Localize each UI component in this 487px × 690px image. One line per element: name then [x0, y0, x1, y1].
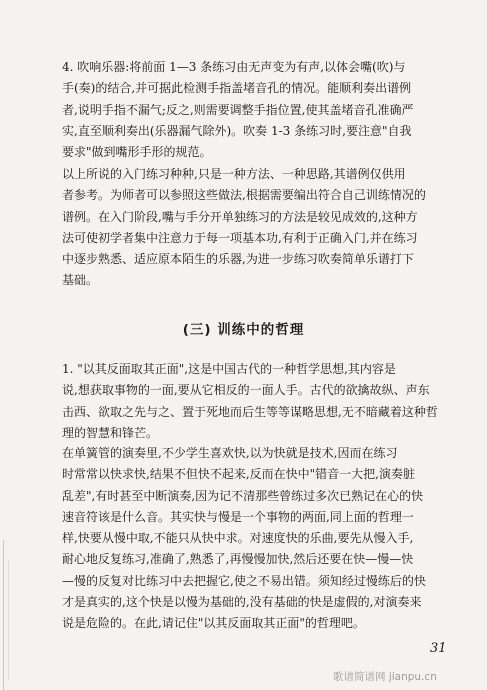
text-line: 1. "以其反面取其正面",这是中国古代的一种哲学思想,其内容是	[62, 362, 396, 376]
text-line: 中逐步熟悉、适应原本陌生的乐器,为进一步练习吹奏简单乐谱打下	[62, 252, 414, 267]
paragraph-entry-practice-summary	[62, 164, 452, 292]
text-line: 者,说明手指不漏气;反之,则需要调整手指位置,使其盖堵音孔准确严	[62, 102, 414, 117]
paragraph-fast-slow-practice	[62, 443, 452, 635]
site-watermark: 歌谱简谱网 jianpu.cn	[333, 671, 437, 683]
section-heading: (三) 训练中的哲理	[182, 322, 305, 338]
binding-edge-line-secondary	[8, 560, 9, 680]
text-line: 要求"做到嘴形手形的规范。	[62, 145, 212, 160]
text-line: 时常常以快求快,结果不但快不起来,反而在快中"错音一大把,演奏脏	[62, 467, 415, 482]
text-line: 4. 吹响乐器:将前面 1—3 条练习由无声变为有声,以体会嘴(吹)与	[62, 60, 406, 74]
text-line: 实,直至顺利奏出(乐器漏气除外)。吹奏 1-3 条练习时,要注意"自我	[62, 123, 412, 138]
text-line: 说,想获取事物的一面,要从它相反的一面人手。古代的欲擒故纵、声东	[62, 383, 430, 398]
text-line: 基础。	[62, 273, 99, 288]
text-line: 才是真实的,这个快是以慢为基础的,没有基础的快是虚假的,对演奏来	[62, 595, 422, 610]
text-line: 法可使初学者集中注意力于每一项基本功,有利于正确入门,并在练习	[62, 230, 418, 245]
text-line: 在单簧管的演奏里,不少学生喜欢快,以为快就是技术,因而在练习	[62, 446, 398, 460]
text-line: 谱例。在入门阶段,嘴与手分开单独练习的方法是较见成效的,这种方	[62, 209, 418, 224]
text-line: 速音符该是什么音。其实快与慢是一个事物的两面,同上面的哲理一	[62, 509, 414, 524]
text-line: 以上所说的入门练习种种,只是一种方法、一种思路,其谱例仅供用	[62, 167, 406, 181]
text-line: 说是危险的。在此,请记住"以其反面取其正面"的哲理吧。	[62, 616, 365, 631]
text-line: 耐心地反复练习,准确了,熟悉了,再慢慢加快,然后还要在快—慢—快	[62, 552, 414, 567]
text-line: 击西、欲取之先与之、置于死地而后生等等谋略思想,无不暗藏着这种哲	[62, 404, 438, 419]
page-number: 31	[430, 641, 447, 656]
text-line: 理的智慧和锋芒。	[62, 425, 159, 440]
text-line: 样,快要从慢中取,不能只从快中求。对速度快的乐曲,要先从慢入手,	[62, 531, 414, 546]
binding-edge-line	[3, 540, 4, 690]
text-line: —慢的反复对比练习中去把握它,使之不易出错。须知经过慢练后的快	[62, 573, 426, 588]
paragraph-blow-instrument	[62, 57, 452, 163]
text-line: 者参考。为师者可以参照这些做法,根据需要编出符合自己训练情况的	[62, 188, 426, 203]
paragraph-philosophy-intro	[62, 359, 452, 444]
text-line: 手(奏)的结合,并可据此检测手指盖堵音孔的情况。能顺利奏出谱例	[62, 81, 412, 96]
text-line: 乱差",有时甚至中断演奏,因为记不清那些曾练过多次已熟记在心的快	[62, 488, 424, 503]
